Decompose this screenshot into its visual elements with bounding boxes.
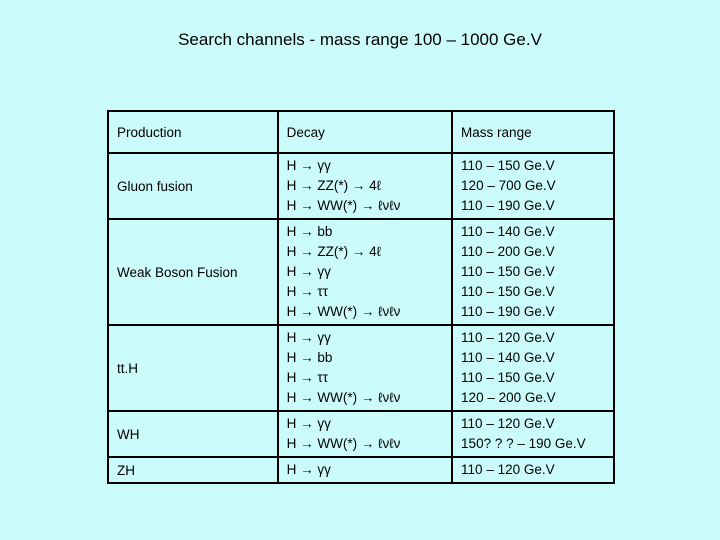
mass-range-value: 110 – 140 Ge.V	[461, 350, 555, 365]
mass-range-cell	[452, 325, 614, 411]
decay-channel: H → γγ	[286, 264, 331, 279]
mass-range-value: 110 – 190 Ge.V	[461, 198, 555, 213]
mass-range-cell	[452, 411, 614, 457]
production-cell: Gluon fusion	[108, 153, 278, 219]
mass-range-value: 110 – 150 Ge.V	[461, 158, 555, 173]
mass-range-value: 110 – 200 Ge.V	[461, 244, 555, 259]
decay-channel: H → ττ	[286, 370, 329, 385]
production-cell: Weak Boson Fusion	[108, 219, 278, 325]
table-header-row	[108, 111, 614, 153]
decay-channel: H → ZZ(*) → 4ℓ	[286, 244, 382, 259]
header-mass-range: Mass range	[452, 111, 614, 153]
mass-range-value: 110 – 150 Ge.V	[461, 284, 555, 299]
mass-range-value: 110 – 150 Ge.V	[461, 264, 555, 279]
mass-range-value: 110 – 150 Ge.V	[461, 370, 555, 385]
decay-channel: H → bb	[286, 350, 333, 365]
table-row	[108, 325, 614, 411]
mass-range-value: 110 – 140 Ge.V	[461, 224, 555, 239]
mass-range-value: 120 – 700 Ge.V	[461, 178, 556, 193]
table-row	[108, 457, 614, 483]
mass-range-value: 110 – 190 Ge.V	[461, 304, 555, 319]
mass-range-value: 120 – 200 Ge.V	[461, 390, 556, 405]
mass-range-cell	[452, 219, 614, 325]
decay-channel: H → ZZ(*) → 4ℓ	[286, 178, 382, 193]
decay-channel: H → ττ	[286, 284, 329, 299]
decay-cell	[278, 457, 452, 483]
mass-range-cell	[452, 153, 614, 219]
decay-channel: H → γγ	[286, 462, 331, 477]
decay-cell	[278, 325, 452, 411]
production-cell: WH	[108, 411, 278, 457]
decay-cell	[278, 219, 452, 325]
table-row	[108, 153, 614, 219]
production-cell: tt.H	[108, 325, 278, 411]
decay-channel: H → bb	[286, 224, 333, 239]
mass-range-value: 110 – 120 Ge.V	[461, 416, 555, 431]
decay-channel: H → γγ	[286, 416, 331, 431]
decay-cell	[278, 411, 452, 457]
mass-range-value: 150? ? ? – 190 Ge.V	[461, 436, 586, 451]
decay-channel: H → WW(*) → ℓνℓν	[286, 304, 401, 319]
mass-range-value: 110 – 120 Ge.V	[461, 462, 555, 477]
header-production: Production	[108, 111, 278, 153]
production-cell: ZH	[108, 457, 278, 483]
decay-cell	[278, 153, 452, 219]
table-row	[108, 411, 614, 457]
header-decay: Decay	[278, 111, 452, 153]
decay-channel: H → WW(*) → ℓνℓν	[286, 198, 401, 213]
decay-channel: H → WW(*) → ℓνℓν	[286, 390, 401, 405]
decay-channel: H → WW(*) → ℓνℓν	[286, 436, 401, 451]
table-row	[108, 219, 614, 325]
decay-channel: H → γγ	[286, 158, 331, 173]
mass-range-value: 110 – 120 Ge.V	[461, 330, 555, 345]
search-channels-table	[107, 110, 615, 484]
decay-channel: H → γγ	[286, 330, 331, 345]
mass-range-cell	[452, 457, 614, 483]
slide-title: Search channels - mass range 100 – 1000 Ge.V	[178, 30, 542, 49]
